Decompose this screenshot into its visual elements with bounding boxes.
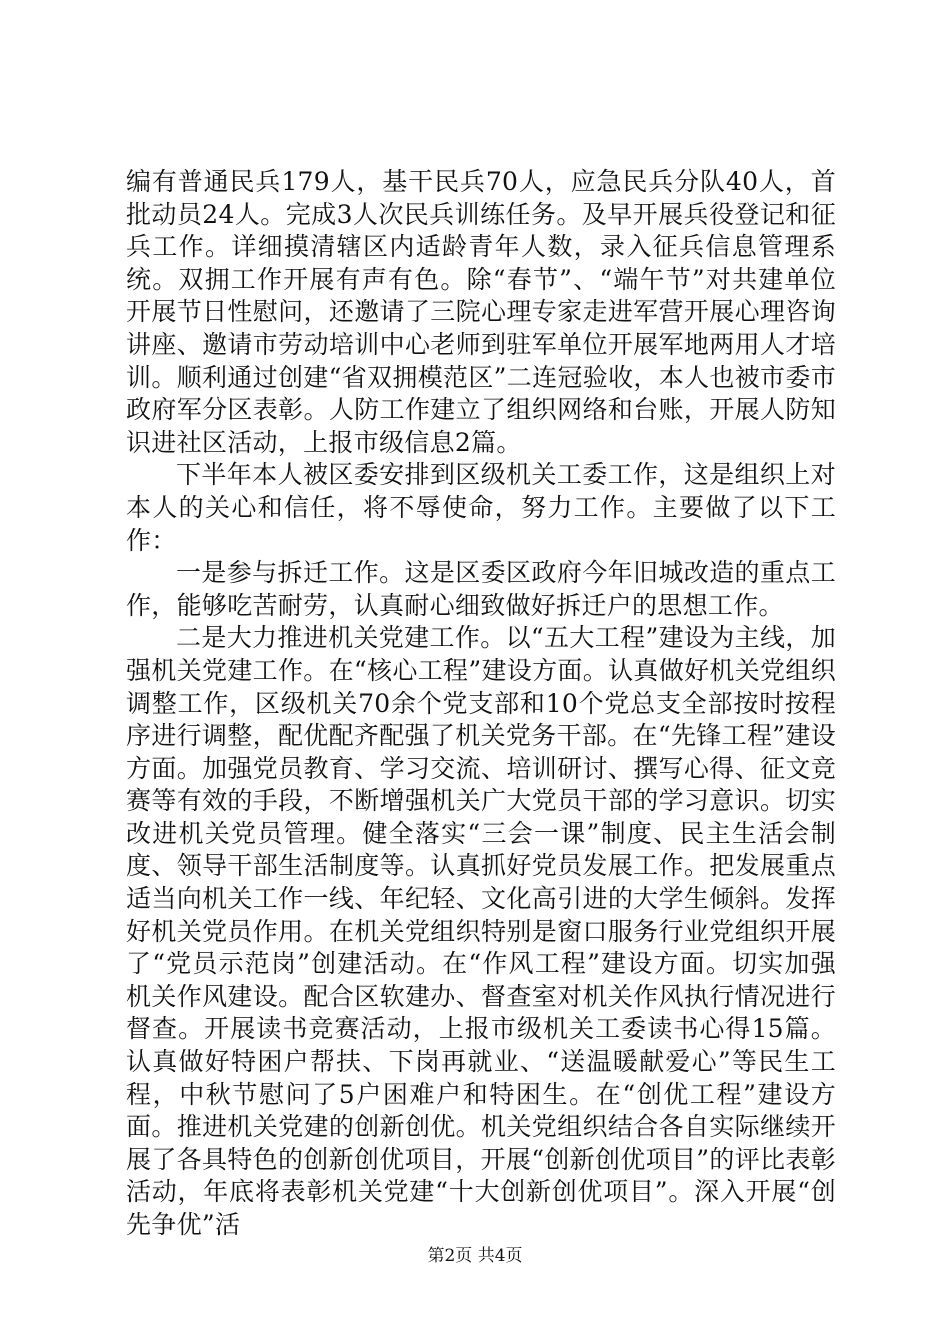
page-number-footer: 第2页 共4页 [427, 1246, 523, 1266]
paragraph-demolition-work: 一是参与拆迁工作。这是区委区政府今年旧城改造的重点工作，能够吃苦耐劳，认真耐心细致做好拆迁户的思想工作。 [126, 558, 836, 620]
paragraph-militia-work: 编有普通民兵179人，基干民兵70人，应急民兵分队40人，首批动员24人。完成3人次民兵训练任务。及早开展兵役登记和征兵工作。详细摸清辖区内适龄青年人数，录入征兵信息管理系统。双拥工作开展有声有色。除“春节”、“端午节”对共建单位开展节日性慰问，还邀请了三院心理专家走进军营开展心理咨询讲座、邀请市劳动培训中心老师到驻军单位开展军地两用人才培训。顺利通过创建“省双拥模范区”二连冠验收，本人也被市委市政府军分区表彰。人防工作建立了组织网络和台账，开展人防知识进社区活动，上报市级信息2篇。 [126, 167, 836, 457]
document-body [126, 166, 836, 1242]
paragraph-party-building: 二是大力推进机关党建工作。以“五大工程”建设为主线，加强机关党建工作。在“核心工程”建设方面。认真做好机关党组织调整工作，区级机关70余个党支部和10个党总支全部按时按程序进行调整，配优配齐配强了机关党务干部。在“先锋工程”建设方面。加强党员教育、学习交流、培训研讨、撰写心得、征文竞赛等有效的手段，不断增强机关广大党员干部的学习意识。切实改进机关党员管理。健全落实“三会一课”制度、民主生活会制度、领导干部生活制度等。认真抓好党员发展工作。把发展重点适当向机关工作一线、年纪轻、文化高引进的大学生倾斜。发挥好机关党员作用。在机关党组织特别是窗口服务行业党组织开展了“党员示范岗”创建活动。在“作风工程”建设方面。切实加强机关作风建设。配合区软建办、督查室对机关作风执行情况进行督查。开展读书竞赛活动，上报市级机关工委读书心得15篇。认真做好特困户帮扶、下岗再就业、“送温暖献爱心”等民生工程，中秋节慰问了5户困难户和特困生。在“创优工程”建设方面。推进机关党建的创新创优。机关党组织结合各自实际继续开展了各具特色的创新创优项目，开展“创新创优项目”的评比表彰活动，年底将表彰机关党建“十大创新创优项目”。深入开展“创先争优”活 [126, 623, 836, 1239]
paragraph-second-half-assignment: 下半年本人被区委安排到区级机关工委工作，这是组织上对本人的关心和信任，将不辱使命，努力工作。主要做了以下工作： [126, 460, 836, 555]
